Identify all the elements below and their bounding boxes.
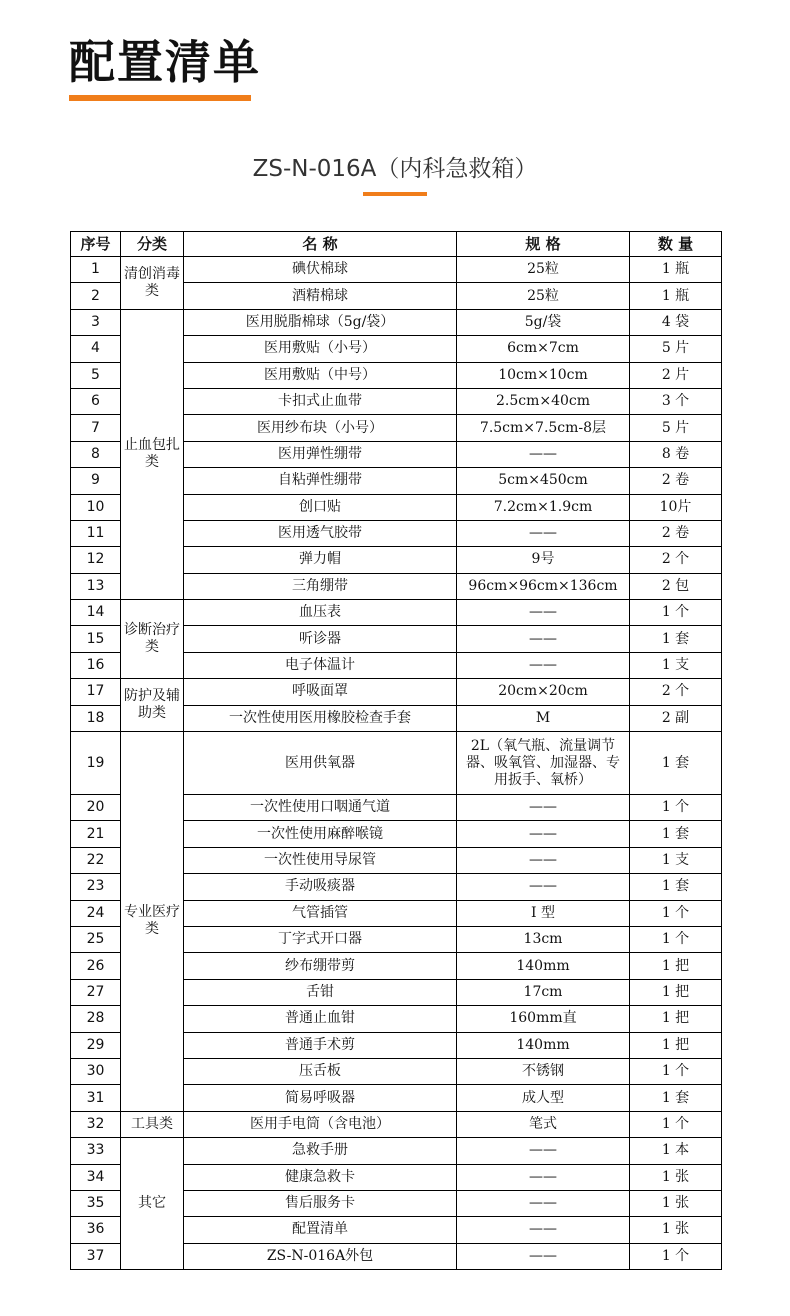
cell-index: 3 [71,309,121,335]
cell-name: 医用手电筒（含电池） [184,1111,457,1137]
cell-quantity: 10片 [630,494,722,520]
cell-spec: 140mm [457,1032,630,1058]
cell-spec: —— [457,441,630,467]
cell-spec: 2.5cm×40cm [457,388,630,414]
cell-index: 11 [71,520,121,546]
cell-index: 23 [71,874,121,900]
cell-index: 22 [71,847,121,873]
cell-index: 26 [71,953,121,979]
cell-quantity: 1 个 [630,1058,722,1084]
cell-spec: 5g/袋 [457,309,630,335]
cell-spec: —— [457,847,630,873]
cell-name: 一次性使用导尿管 [184,847,457,873]
cell-quantity: 1 个 [630,926,722,952]
cell-name: 医用敷贴（小号） [184,336,457,362]
table-header-row [71,232,722,257]
cell-name: 丁字式开口器 [184,926,457,952]
column-header-category: 分类 [121,232,184,257]
cell-spec: —— [457,652,630,678]
cell-spec: —— [457,1190,630,1216]
cell-index: 30 [71,1058,121,1084]
cell-index: 21 [71,821,121,847]
cell-quantity: 1 套 [630,821,722,847]
cell-index: 20 [71,795,121,821]
table-body [71,257,722,1270]
cell-quantity: 1 个 [630,1243,722,1269]
cell-category: 其它 [121,1138,184,1270]
cell-quantity: 1 个 [630,900,722,926]
cell-index: 37 [71,1243,121,1269]
cell-quantity: 2 卷 [630,468,722,494]
subtitle-underline [363,192,427,196]
cell-category: 防护及辅助类 [121,679,184,732]
cell-spec: 成人型 [457,1085,630,1111]
cell-name: 售后服务卡 [184,1190,457,1216]
product-subtitle: ZS-N-016A（内科急救箱） [252,156,538,182]
cell-spec: —— [457,821,630,847]
cell-quantity: 8 卷 [630,441,722,467]
cell-index: 6 [71,388,121,414]
cell-quantity: 1 瓶 [630,283,722,309]
cell-index: 28 [71,1006,121,1032]
cell-quantity: 1 个 [630,795,722,821]
cell-spec: 160mm直 [457,1006,630,1032]
cell-index: 19 [71,732,121,795]
cell-index: 32 [71,1111,121,1137]
cell-spec: 13cm [457,926,630,952]
cell-name: 手动吸痰器 [184,874,457,900]
cell-spec: —— [457,600,630,626]
cell-index: 24 [71,900,121,926]
cell-quantity: 2 个 [630,679,722,705]
cell-name: 气管插管 [184,900,457,926]
cell-name: 血压表 [184,600,457,626]
title-underline [69,95,251,101]
cell-name: 一次性使用口咽通气道 [184,795,457,821]
column-header-name: 名 称 [184,232,457,257]
cell-quantity: 1 把 [630,1032,722,1058]
cell-quantity: 1 套 [630,626,722,652]
cell-name: 一次性使用麻醉喉镜 [184,821,457,847]
cell-spec: 140mm [457,953,630,979]
cell-spec: M [457,705,630,731]
cell-spec: 7.2cm×1.9cm [457,494,630,520]
cell-quantity: 5 片 [630,336,722,362]
cell-quantity: 2 片 [630,362,722,388]
cell-quantity: 1 个 [630,600,722,626]
cell-category: 清创消毒类 [121,257,184,310]
cell-quantity: 1 张 [630,1217,722,1243]
cell-index: 25 [71,926,121,952]
cell-quantity: 1 把 [630,953,722,979]
table-row [71,1111,722,1137]
cell-quantity: 4 袋 [630,309,722,335]
cell-category: 诊断治疗类 [121,600,184,679]
cell-quantity: 2 包 [630,573,722,599]
cell-index: 13 [71,573,121,599]
cell-spec: —— [457,1217,630,1243]
cell-spec: —— [457,1164,630,1190]
cell-index: 31 [71,1085,121,1111]
cell-name: 普通手术剪 [184,1032,457,1058]
column-header-quantity: 数 量 [630,232,722,257]
cell-name: 急救手册 [184,1138,457,1164]
cell-name: 三角绷带 [184,573,457,599]
cell-spec: 笔式 [457,1111,630,1137]
cell-index: 36 [71,1217,121,1243]
cell-spec: 20cm×20cm [457,679,630,705]
cell-quantity: 2 卷 [630,520,722,546]
cell-quantity: 1 张 [630,1164,722,1190]
cell-index: 27 [71,979,121,1005]
cell-quantity: 3 个 [630,388,722,414]
cell-index: 16 [71,652,121,678]
cell-category: 专业医疗类 [121,732,184,1112]
configuration-table [70,231,722,1270]
cell-name: 简易呼吸器 [184,1085,457,1111]
cell-spec: 5cm×450cm [457,468,630,494]
cell-quantity: 1 套 [630,732,722,795]
cell-index: 34 [71,1164,121,1190]
cell-name: 纱布绷带剪 [184,953,457,979]
cell-quantity: 1 本 [630,1138,722,1164]
cell-spec: 17cm [457,979,630,1005]
cell-name: 创口贴 [184,494,457,520]
cell-spec: —— [457,520,630,546]
cell-name: 酒精棉球 [184,283,457,309]
cell-spec: 2L（氧气瓶、流量调节器、吸氧管、加湿器、专用扳手、氧桥） [457,732,630,795]
cell-index: 5 [71,362,121,388]
page-title: 配置清单 [69,35,261,89]
cell-category: 工具类 [121,1111,184,1137]
cell-name: 自粘弹性绷带 [184,468,457,494]
table-row [71,257,722,283]
cell-quantity: 1 支 [630,652,722,678]
column-header-spec: 规 格 [457,232,630,257]
cell-spec: 96cm×96cm×136cm [457,573,630,599]
cell-spec: 6cm×7cm [457,336,630,362]
cell-quantity: 2 个 [630,547,722,573]
cell-spec: —— [457,874,630,900]
cell-index: 17 [71,679,121,705]
cell-index: 7 [71,415,121,441]
cell-index: 9 [71,468,121,494]
cell-name: 普通止血钳 [184,1006,457,1032]
cell-quantity: 1 套 [630,1085,722,1111]
cell-quantity: 1 把 [630,979,722,1005]
cell-name: 医用透气胶带 [184,520,457,546]
table-row [71,1138,722,1164]
cell-name: 医用供氧器 [184,732,457,795]
cell-name: 医用弹性绷带 [184,441,457,467]
cell-quantity: 1 瓶 [630,257,722,283]
cell-name: 医用纱布块（小号） [184,415,457,441]
table-row [71,732,722,795]
cell-index: 33 [71,1138,121,1164]
cell-name: 医用脱脂棉球（5g/袋） [184,309,457,335]
table-row [71,600,722,626]
cell-name: 电子体温计 [184,652,457,678]
cell-index: 4 [71,336,121,362]
cell-category: 止血包扎类 [121,309,184,599]
cell-name: 一次性使用医用橡胶检查手套 [184,705,457,731]
cell-name: 配置清单 [184,1217,457,1243]
cell-spec: I 型 [457,900,630,926]
cell-quantity: 1 张 [630,1190,722,1216]
cell-name: 压舌板 [184,1058,457,1084]
cell-quantity: 5 片 [630,415,722,441]
cell-spec: 25粒 [457,283,630,309]
table-row [71,679,722,705]
cell-name: 碘伏棉球 [184,257,457,283]
cell-quantity: 2 副 [630,705,722,731]
cell-spec: —— [457,1138,630,1164]
cell-spec: 10cm×10cm [457,362,630,388]
cell-index: 35 [71,1190,121,1216]
column-header-index: 序号 [71,232,121,257]
cell-name: 健康急救卡 [184,1164,457,1190]
cell-index: 10 [71,494,121,520]
cell-quantity: 1 把 [630,1006,722,1032]
cell-name: 舌钳 [184,979,457,1005]
cell-spec: 9号 [457,547,630,573]
cell-index: 8 [71,441,121,467]
cell-spec: 25粒 [457,257,630,283]
cell-index: 29 [71,1032,121,1058]
cell-index: 14 [71,600,121,626]
cell-quantity: 1 支 [630,847,722,873]
cell-spec: 不锈钢 [457,1058,630,1084]
cell-name: 卡扣式止血带 [184,388,457,414]
cell-index: 15 [71,626,121,652]
cell-index: 2 [71,283,121,309]
cell-name: ZS-N-016A外包 [184,1243,457,1269]
cell-spec: —— [457,795,630,821]
cell-spec: —— [457,1243,630,1269]
cell-index: 12 [71,547,121,573]
cell-spec: —— [457,626,630,652]
cell-name: 呼吸面罩 [184,679,457,705]
cell-index: 18 [71,705,121,731]
table-row [71,309,722,335]
cell-quantity: 1 个 [630,1111,722,1137]
cell-name: 听诊器 [184,626,457,652]
cell-quantity: 1 套 [630,874,722,900]
cell-name: 医用敷贴（中号） [184,362,457,388]
cell-spec: 7.5cm×7.5cm-8层 [457,415,630,441]
cell-index: 1 [71,257,121,283]
cell-name: 弹力帽 [184,547,457,573]
